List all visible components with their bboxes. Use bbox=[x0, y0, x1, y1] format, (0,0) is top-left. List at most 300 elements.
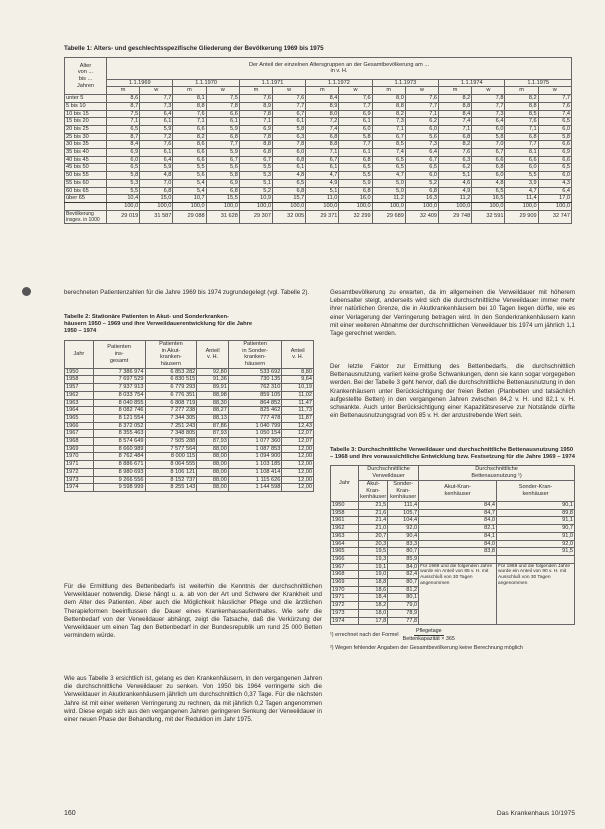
table1-cell: 7,1 bbox=[439, 125, 472, 133]
table1-cell: 8,1 bbox=[173, 95, 206, 103]
table3-cell: 83,8 bbox=[419, 548, 497, 556]
table2-cell: 1958 bbox=[65, 376, 94, 384]
table1-cell: 10,7 bbox=[173, 195, 206, 203]
table1-cell: 4,9 bbox=[306, 179, 339, 187]
table1-cell: 4,7 bbox=[505, 187, 538, 195]
table1-cell: 6,9 bbox=[107, 149, 140, 157]
table1-cell: 100,0 bbox=[372, 203, 405, 211]
table-row bbox=[65, 125, 572, 133]
table1-date-header: 1.1.1969 bbox=[107, 79, 173, 87]
table1-cell: 6,1 bbox=[206, 118, 239, 126]
table3-cell: 84,0 bbox=[419, 517, 497, 525]
table1-row-label: 35 bis 40 bbox=[65, 149, 107, 157]
table3-section bbox=[330, 447, 575, 651]
table1-cell: 7,7 bbox=[273, 102, 306, 110]
table1-cell: 7,6 bbox=[173, 110, 206, 118]
table3-cell: 21,6 bbox=[359, 509, 388, 517]
table3-cell: 17,8 bbox=[359, 617, 388, 625]
table-row bbox=[65, 195, 572, 203]
table3-cell: 18,8 bbox=[359, 579, 388, 587]
table3-cell: 77,8 bbox=[388, 617, 419, 625]
table3-cell: 81,2 bbox=[388, 586, 419, 594]
table2-cell: 1963 bbox=[65, 399, 94, 407]
table3-group-verweildauer: Durchschnittliche Verweildauer bbox=[359, 466, 419, 480]
table2-cell: 8,80 bbox=[282, 368, 314, 376]
table1-cell: 8,8 bbox=[306, 141, 339, 149]
table1-cell: 11,0 bbox=[306, 195, 339, 203]
table3-cell: 84,7 bbox=[419, 509, 497, 517]
table1-cell: 5,8 bbox=[538, 133, 571, 141]
table2-cell: 7 277 238 bbox=[145, 407, 197, 415]
table2-cell: 825 462 bbox=[228, 407, 282, 415]
table1-sex-header: w bbox=[273, 87, 306, 95]
table-row bbox=[65, 368, 314, 376]
table1-cell: 5,8 bbox=[107, 172, 140, 180]
table3-cell: 1962 bbox=[331, 525, 359, 533]
table1-cell: 17,0 bbox=[538, 195, 571, 203]
table-row bbox=[65, 203, 572, 211]
table1-sex-header: w bbox=[472, 87, 505, 95]
table1-row-label: 55 bis 60 bbox=[65, 179, 107, 187]
table2-cell: 88,00 bbox=[197, 476, 229, 484]
table1-cell: 4,8 bbox=[140, 172, 173, 180]
table1-section bbox=[64, 45, 572, 224]
table-row bbox=[65, 133, 572, 141]
table3-cell: 1971 bbox=[331, 594, 359, 602]
table2-cell: 89,91 bbox=[197, 384, 229, 392]
table1-cell: 6,7 bbox=[405, 156, 438, 164]
table1-row-label: unter 5 bbox=[65, 95, 107, 103]
table1-cell: 6,0 bbox=[273, 149, 306, 157]
table1-cell: 6,6 bbox=[472, 156, 505, 164]
table2-cell: 8 152 737 bbox=[145, 476, 197, 484]
table3-header-akut-1: Akut-Kran- kenhäuser bbox=[360, 480, 387, 501]
text-left-bottom-2: Wie aus Tabelle 3 ersichtlich ist, gelang es den Krankenhäusern, in den vergangenen Jahren die durchschnittliche Verweildauer zu senken. Von 1950 bis 1964 verringerte sich die Verweildauer in Akutkrankenhäusern jährlich um durchschnittlich 0,37 Tage. Für die nächsten Jahre ist mit einer weiteren Verringerung zu rechnen, da mit jährlich 0,2 Tagen angenommen wird. Diese ergab sich aus den vergangenen Jahren geringeren Senkung der Verweildauer in einer neuen Phase der Behandlung, mit der Reduktion im Jahr 1975. bbox=[64, 675, 322, 723]
table1-sex-header: w bbox=[538, 87, 571, 95]
table1-cell: 32 299 bbox=[339, 210, 372, 223]
table1-cell: 6,8 bbox=[439, 133, 472, 141]
table-row bbox=[65, 141, 572, 149]
table3-cell: 18,4 bbox=[359, 594, 388, 602]
table1-row-label: 5 bis 10 bbox=[65, 102, 107, 110]
table2-cell: 88,30 bbox=[197, 399, 229, 407]
table1-cell: 7,5 bbox=[206, 95, 239, 103]
table2-cell: 1962 bbox=[65, 391, 94, 399]
table1-cell: 29 088 bbox=[173, 210, 206, 223]
table1-cell: 7,7 bbox=[538, 95, 571, 103]
table1-cell: 6,4 bbox=[405, 149, 438, 157]
table1-cell: 100,0 bbox=[306, 203, 339, 211]
table2-cell: 7 577 564 bbox=[145, 445, 197, 453]
table1-cell: 7,8 bbox=[273, 141, 306, 149]
table2-cell: 6 779 293 bbox=[145, 384, 197, 392]
table2-cell: 1966 bbox=[65, 422, 94, 430]
table-row bbox=[65, 453, 314, 461]
table1-cell: 5,6 bbox=[405, 133, 438, 141]
table1-row-label: 20 bis 25 bbox=[65, 125, 107, 133]
table1-cell: 6,5 bbox=[107, 164, 140, 172]
table2-cell: 8 040 855 bbox=[93, 399, 145, 407]
table1-cell: 100,0 bbox=[339, 203, 372, 211]
table1-cell: 5,4 bbox=[173, 187, 206, 195]
table-row bbox=[65, 399, 314, 407]
table-row bbox=[65, 110, 572, 118]
table1-cell: 5,8 bbox=[273, 125, 306, 133]
table1-cell: 6,6 bbox=[173, 156, 206, 164]
table2-caption: Tabelle 2: Stationäre Patienten in Akut- und Sonderkranken- häusern 1950 – 1969 und ihre Verweildauerentwicklung für die Jahre 1950 – 1974 bbox=[64, 314, 253, 335]
table1-cell: 7,8 bbox=[206, 102, 239, 110]
table-row bbox=[331, 509, 575, 517]
table1-cell: 7,1 bbox=[107, 118, 140, 126]
table1-cell: 11,4 bbox=[505, 195, 538, 203]
table3-cell: 91,0 bbox=[497, 532, 575, 540]
table3-header-sonder-2: Sonder-Kran- kenhäuser bbox=[497, 480, 575, 501]
table1-cell: 29 748 bbox=[439, 210, 472, 223]
table1-cell: 7,8 bbox=[239, 133, 272, 141]
table1-row-label: 25 bis 30 bbox=[65, 133, 107, 141]
table3-cell: 82,1 bbox=[419, 525, 497, 533]
table2-cell: 7 697 529 bbox=[93, 376, 145, 384]
table1-cell: 8,6 bbox=[173, 141, 206, 149]
table3-cell: 80,1 bbox=[388, 594, 419, 602]
table2-cell: 11,87 bbox=[282, 414, 314, 422]
table3-cell: 105,7 bbox=[388, 509, 419, 517]
table1-cell: 100,0 bbox=[538, 203, 571, 211]
table-row bbox=[331, 555, 575, 563]
table1-cell: 8,9 bbox=[306, 102, 339, 110]
table1-cell: 7,8 bbox=[239, 110, 272, 118]
table2-cell: 88,00 bbox=[197, 453, 229, 461]
table1-cell: 15,5 bbox=[206, 195, 239, 203]
table2-cell: 730 135 bbox=[228, 376, 282, 384]
table3-cell: 89,8 bbox=[497, 509, 575, 517]
table1-cell: 6,0 bbox=[107, 156, 140, 164]
table2-cell: 9 266 556 bbox=[93, 476, 145, 484]
table1-cell: 5,5 bbox=[339, 172, 372, 180]
table1-cell: 6,8 bbox=[339, 187, 372, 195]
table-row bbox=[331, 501, 575, 509]
table1-cell: 10,9 bbox=[239, 195, 272, 203]
table1-sex-header: m bbox=[239, 87, 272, 95]
table1-cell: 10,4 bbox=[107, 195, 140, 203]
table-row bbox=[65, 461, 314, 469]
table1-cell: 8,6 bbox=[107, 95, 140, 103]
table2-section bbox=[64, 314, 314, 492]
table1-cell: 32 747 bbox=[538, 210, 571, 223]
table2-cell: 6 853 282 bbox=[145, 368, 197, 376]
table2-cell: 777 478 bbox=[228, 414, 282, 422]
table2-cell: 9,64 bbox=[282, 376, 314, 384]
table1-cell: 6,6 bbox=[538, 156, 571, 164]
table1-cell: 4,7 bbox=[306, 172, 339, 180]
table2-cell: 1 144 598 bbox=[228, 484, 282, 492]
table2-cell: 12,43 bbox=[282, 422, 314, 430]
table1-cell: 5,1 bbox=[306, 187, 339, 195]
table3-cell: 18,0 bbox=[359, 609, 388, 617]
table1-cell: 6,0 bbox=[472, 125, 505, 133]
table1-cell: 6,0 bbox=[339, 125, 372, 133]
table3-fraction-top: Pflegetage bbox=[415, 628, 442, 635]
table1-cell: 100,0 bbox=[173, 203, 206, 211]
table2-cell: 1964 bbox=[65, 407, 94, 415]
footer-journal: Das Krankenhaus 10/1975 bbox=[496, 810, 575, 817]
table1-cell: 5,9 bbox=[339, 179, 372, 187]
table-row bbox=[331, 563, 575, 571]
table2-cell: 6 776 351 bbox=[145, 391, 197, 399]
table2-cell: 88,00 bbox=[197, 445, 229, 453]
table2-cell: 12,00 bbox=[282, 468, 314, 476]
table1-cell: 5,9 bbox=[206, 149, 239, 157]
table1-cell: 5,6 bbox=[173, 172, 206, 180]
table2-cell: 12,00 bbox=[282, 445, 314, 453]
table1-cell: 6,6 bbox=[505, 156, 538, 164]
table1-cell: 8,2 bbox=[439, 95, 472, 103]
table2-cell: 91,36 bbox=[197, 376, 229, 384]
table3-header-sonder-1: Sonder-Kran- kenhäuser bbox=[388, 480, 419, 501]
table1-cell: 31 628 bbox=[206, 210, 239, 223]
table2-cell: 8 886 671 bbox=[93, 461, 145, 469]
table1-cell: 6,5 bbox=[538, 164, 571, 172]
table1-cell: 6,5 bbox=[405, 164, 438, 172]
table-row bbox=[65, 422, 314, 430]
table1-cell: 6,0 bbox=[538, 125, 571, 133]
table1-cell: 4,7 bbox=[372, 172, 405, 180]
table3-group-bettenausnutzung: Durchschnittliche Bettenausnutzung ¹) bbox=[419, 466, 575, 480]
text-right-mid: Der letzte Faktor zur Ermittlung des Bettenbedarfs, die durchschnittlich Bettenausnutzung, variiert keine große Schwankungen, denn sie kann sogar vorgegeben werden. Bei der Tabelle 3 geht hervor, daß die durchschnittliche Bettenausnutzung in den Krankenhäusern unter Berücksichtigung der freien Betten (Planbetten und tatsächlich aufgestellte Betten) in den vergangenen Jahren zwischen 84,2 v. H. und 82,1 v. H. schwankte. Auch unter Berücksichtigung einer Kapazitätsreserve zur Notstände dürfte ein Bettenausnutzungsgrad von 85 v. H. der anzustrebende Wert sein. bbox=[330, 363, 575, 420]
table-row bbox=[65, 187, 572, 195]
table3-cell: 20,7 bbox=[359, 532, 388, 540]
table1-cell: 7,7 bbox=[206, 141, 239, 149]
table3-cell: 80,7 bbox=[388, 579, 419, 587]
table2-cell: 1 077 360 bbox=[228, 438, 282, 446]
table1-date-header: 1.1.1974 bbox=[439, 79, 505, 87]
table1-cell: 5,2 bbox=[239, 187, 272, 195]
text-left-top: berechneten Patientenzahlen für die Jahre 1969 bis 1974 zugrundegelegt (vgl. Tabelle 2). bbox=[64, 289, 310, 296]
table-row bbox=[331, 540, 575, 548]
table3-cell: 1950 bbox=[331, 501, 359, 509]
table1-cell: 8,2 bbox=[173, 133, 206, 141]
table1-cell: 8,9 bbox=[239, 102, 272, 110]
table1-cell: 8,5 bbox=[505, 110, 538, 118]
table2-cell: 8 660 989 bbox=[93, 445, 145, 453]
table1-cell: 6,3 bbox=[273, 133, 306, 141]
table1-row-label: 30 bis 35 bbox=[65, 141, 107, 149]
table1-cell: 16,0 bbox=[339, 195, 372, 203]
table2-cell: 1974 bbox=[65, 484, 94, 492]
table3-cell: 90,7 bbox=[497, 525, 575, 533]
table3-cell: 84,4 bbox=[419, 501, 497, 509]
table3-cell: 84,1 bbox=[419, 532, 497, 540]
table2-header: Patienten ins- gesamt bbox=[93, 340, 145, 368]
table2-cell: 87,93 bbox=[197, 438, 229, 446]
table3-cell: 19,1 bbox=[359, 563, 388, 571]
table-row bbox=[331, 517, 575, 525]
table2-cell: 762 310 bbox=[228, 384, 282, 392]
table-row bbox=[65, 407, 314, 415]
table1-row-label: 45 bis 50 bbox=[65, 164, 107, 172]
table3-cell: 1970 bbox=[331, 586, 359, 594]
table1-cell: 4,8 bbox=[472, 179, 505, 187]
table2-cell: 11,02 bbox=[282, 391, 314, 399]
table1-cell: 5,4 bbox=[173, 179, 206, 187]
table1-cell: 6,4 bbox=[538, 187, 571, 195]
table1-cell: 6,5 bbox=[107, 125, 140, 133]
table1-cell: 6,3 bbox=[439, 156, 472, 164]
table1-cell: 6,7 bbox=[239, 156, 272, 164]
table1-row-label: Bevölkerung insges. in 1000 bbox=[65, 210, 107, 223]
table2-cell: 6 808 719 bbox=[145, 399, 197, 407]
table1-cell: 5,5 bbox=[239, 164, 272, 172]
table-row bbox=[331, 532, 575, 540]
table1-date-header: 1.1.1970 bbox=[173, 79, 239, 87]
table1-cell: 8,2 bbox=[372, 110, 405, 118]
table3-cell: 111,4 bbox=[388, 501, 419, 509]
table1-cell: 100,0 bbox=[140, 203, 173, 211]
table3-caption: Tabelle 3: Durchschnittliche Verweildauer und durchschnittliche Bettenausnutzung 1950 – 1968 und ihre voraussichtliche Entwicklung bzw. Festsetzung für die Jahre 1969 – 1974 bbox=[330, 447, 575, 461]
table1-cell: 6,8 bbox=[239, 149, 272, 157]
table2-cell: 10,19 bbox=[282, 384, 314, 392]
table1-cell: 6,5 bbox=[472, 187, 505, 195]
table1-cell: 7,5 bbox=[107, 110, 140, 118]
table1-row-label: 40 bis 45 bbox=[65, 156, 107, 164]
table1-cell: 31 587 bbox=[140, 210, 173, 223]
table1-cell: 7,3 bbox=[405, 141, 438, 149]
table2-cell: 8 255 143 bbox=[145, 484, 197, 492]
table1-caption: Tabelle 1: Alters- und geschlechtsspezifische Gliederung der Bevölkerung 1969 bis 1975 bbox=[64, 45, 324, 52]
table2-cell: 6 830 515 bbox=[145, 376, 197, 384]
table1-cell: 7,7 bbox=[472, 102, 505, 110]
table1-cell: 5,3 bbox=[107, 179, 140, 187]
table1-cell: 7,3 bbox=[372, 118, 405, 126]
table3-cell: 1973 bbox=[331, 609, 359, 617]
table1-cell: 6,4 bbox=[140, 110, 173, 118]
table1-cell: 7,4 bbox=[439, 118, 472, 126]
table1-cell: 7,7 bbox=[339, 141, 372, 149]
table1-cell: 7,4 bbox=[372, 149, 405, 157]
table1-cell: 6,1 bbox=[339, 118, 372, 126]
table1-cell: 6,5 bbox=[273, 179, 306, 187]
table2-cell: 1957 bbox=[65, 384, 94, 392]
table1-row-label: 15 bis 20 bbox=[65, 118, 107, 126]
table1-sex-header: m bbox=[439, 87, 472, 95]
table3-cell: 78,9 bbox=[388, 609, 419, 617]
table2-cell: 12,00 bbox=[282, 453, 314, 461]
table1-cell: 7,3 bbox=[140, 102, 173, 110]
table-row bbox=[331, 525, 575, 533]
table1-cell: 7,8 bbox=[472, 95, 505, 103]
table1-cell: 6,2 bbox=[405, 118, 438, 126]
table1-cell: 5,0 bbox=[372, 187, 405, 195]
table1-cell: 5,9 bbox=[140, 125, 173, 133]
table3-cell: 18,6 bbox=[359, 586, 388, 594]
table-row bbox=[65, 118, 572, 126]
table1-cell: 6,8 bbox=[273, 156, 306, 164]
table3-cell: 90,4 bbox=[388, 532, 419, 540]
table1-cell: 6,6 bbox=[538, 141, 571, 149]
table1-cell: 6,1 bbox=[339, 149, 372, 157]
table1-cell: 6,7 bbox=[206, 156, 239, 164]
table1-sex-header: w bbox=[339, 87, 372, 95]
table2-cell: 1 087 853 bbox=[228, 445, 282, 453]
table2-cell: 1967 bbox=[65, 430, 94, 438]
table3-cell: 80,7 bbox=[388, 548, 419, 556]
table2-header: Patienten in Akut- kranken- häusern bbox=[145, 340, 197, 368]
table3-footnote-formula-label: ¹) errechnet nach der Formel bbox=[330, 632, 399, 639]
table1-cell: 7,0 bbox=[140, 179, 173, 187]
table2-cell: 1 050 154 bbox=[228, 430, 282, 438]
table-row bbox=[331, 548, 575, 556]
table2-cell: 12,07 bbox=[282, 438, 314, 446]
table2-cell: 1 094 900 bbox=[228, 453, 282, 461]
table2-cell: 7 251 243 bbox=[145, 422, 197, 430]
table1-cell: 4,8 bbox=[273, 172, 306, 180]
table1-cell: 8,1 bbox=[505, 149, 538, 157]
table1-cell: 8,7 bbox=[107, 133, 140, 141]
table1-cell: 8,8 bbox=[372, 102, 405, 110]
table1-cell: 15,0 bbox=[140, 195, 173, 203]
table-row bbox=[65, 468, 314, 476]
table-row bbox=[65, 179, 572, 187]
table1-cell: 6,0 bbox=[472, 172, 505, 180]
table2-cell: 8 980 693 bbox=[93, 468, 145, 476]
table1-cell: 7,6 bbox=[439, 149, 472, 157]
table2-cell: 88,98 bbox=[197, 391, 229, 399]
table3-cell: 18,2 bbox=[359, 602, 388, 610]
table1-cell: 6,6 bbox=[206, 110, 239, 118]
table1-cell: 7,1 bbox=[239, 118, 272, 126]
table1-cell: 8,0 bbox=[372, 95, 405, 103]
table1-cell: 6,6 bbox=[173, 125, 206, 133]
table1-sex-header: w bbox=[405, 87, 438, 95]
table2-cell: 8 121 554 bbox=[93, 414, 145, 422]
table1-cell: 100,0 bbox=[239, 203, 272, 211]
table1-cell: 6,5 bbox=[372, 164, 405, 172]
table3-cell: 19,5 bbox=[359, 548, 388, 556]
table2-cell: 12,00 bbox=[282, 484, 314, 492]
table1-cell: 32 005 bbox=[273, 210, 306, 223]
table2-cell: 8 106 121 bbox=[145, 468, 197, 476]
table1-cell: 8,4 bbox=[306, 95, 339, 103]
table1-cell: 4,9 bbox=[439, 187, 472, 195]
table1-cell: 7,2 bbox=[140, 133, 173, 141]
table2-header: Patienten in Sonder- kranken- häusern bbox=[228, 340, 282, 368]
table-row bbox=[65, 445, 314, 453]
table2-cell: 88,00 bbox=[197, 461, 229, 469]
table1-cell: 6,7 bbox=[472, 149, 505, 157]
table1-cell: 8,2 bbox=[439, 141, 472, 149]
table2-cell: 7 386 974 bbox=[93, 368, 145, 376]
table1-cell: 7,1 bbox=[306, 149, 339, 157]
table2-cell: 8 574 649 bbox=[93, 438, 145, 446]
table1-cell: 11,2 bbox=[372, 195, 405, 203]
table3-footnote-formula bbox=[330, 628, 575, 643]
table3-cell: 104,4 bbox=[388, 517, 419, 525]
table1-cell: 5,1 bbox=[239, 179, 272, 187]
table3-cell: 85,9 bbox=[388, 555, 419, 563]
table1-cell: 6,7 bbox=[273, 110, 306, 118]
table3-cell: 1967 bbox=[331, 563, 359, 571]
table3-cell: 90,1 bbox=[497, 501, 575, 509]
table1-cell: 7,6 bbox=[239, 95, 272, 103]
table2-cell: 12,00 bbox=[282, 461, 314, 469]
table1-cell: 7,6 bbox=[405, 95, 438, 103]
table1-date-header: 1.1.1972 bbox=[306, 79, 372, 87]
table2-cell: 7 348 805 bbox=[145, 430, 197, 438]
table1-cell: 7,6 bbox=[273, 95, 306, 103]
table2-cell: 1970 bbox=[65, 453, 94, 461]
table1-cell: 8,8 bbox=[439, 102, 472, 110]
table1-cell: 6,9 bbox=[339, 110, 372, 118]
